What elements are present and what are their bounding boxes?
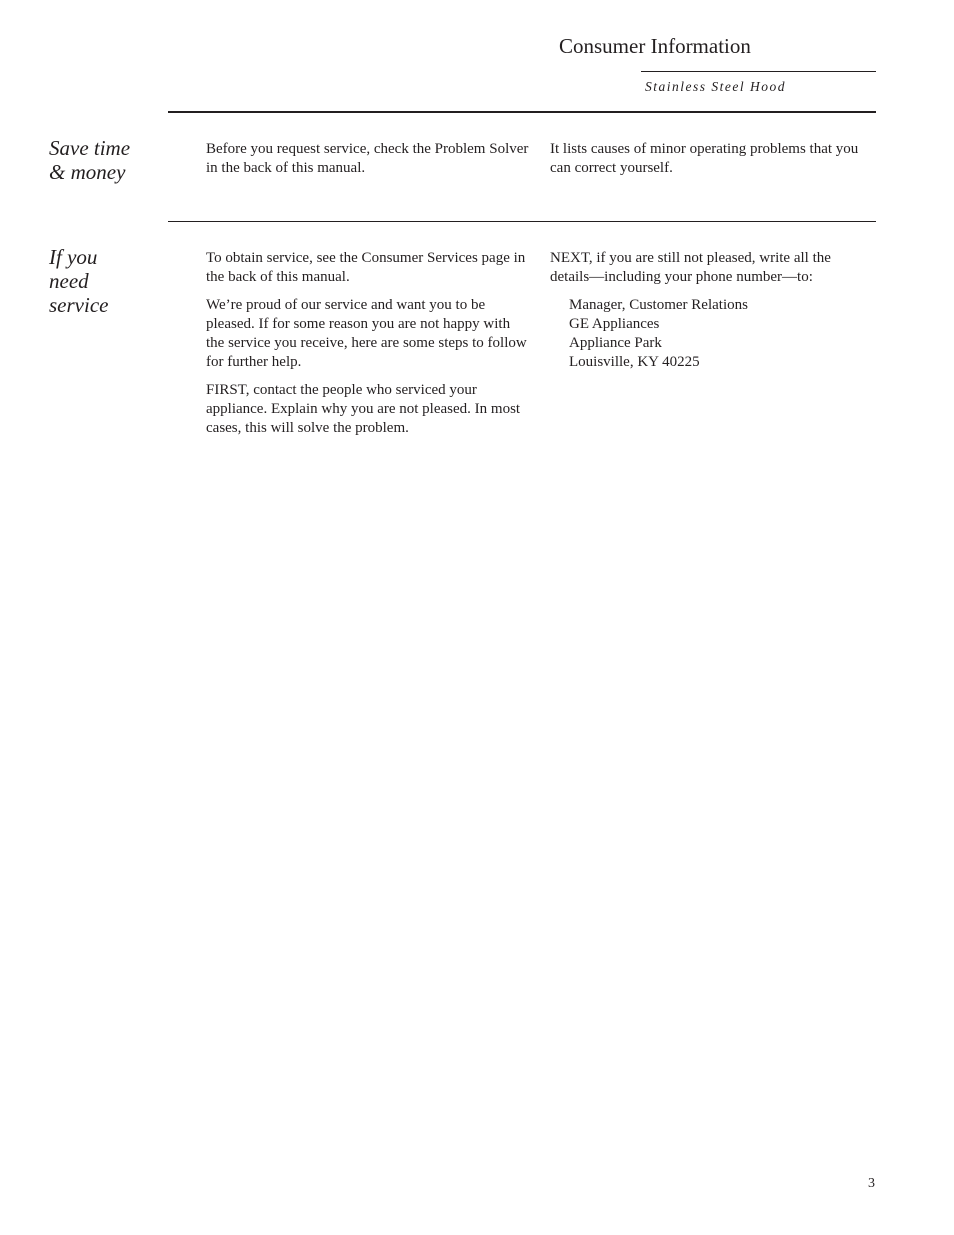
header-divider [641, 71, 876, 72]
heading-line: If you [49, 245, 98, 269]
paragraph: NEXT, if you are still not pleased, write all the details—including your phone number—to: [550, 250, 831, 285]
paragraph: We’re proud of our service and want you to be pleased. If for some reason you are not happy with the service you receive, here are some steps to follow for further help. [206, 297, 527, 370]
save-right-column [550, 140, 870, 187]
address-line: Manager, Customer Relations [569, 297, 748, 313]
paragraph: FIRST, contact the people who serviced your appliance. Explain why you are not pleased. In most cases, this will solve the problem. [206, 382, 521, 436]
heading-line: Save time [49, 136, 131, 160]
heading-line: need [49, 269, 89, 293]
address-line: Louisville, KY 40225 [569, 354, 700, 370]
section-divider-top [168, 111, 876, 113]
page-number: 3 [868, 1176, 875, 1191]
paragraph: Before you request service, check the Problem Solver in the back of this manual. [206, 141, 529, 176]
section-divider-middle [168, 221, 876, 222]
section-heading-save-time [49, 136, 169, 184]
paragraph: To obtain service, see the Consumer Services page in the back of this manual. [206, 250, 526, 285]
address-line: Appliance Park [569, 335, 662, 351]
heading-line: & money [49, 160, 126, 184]
service-left-column [206, 249, 531, 447]
paragraph: It lists causes of minor operating problems that you can correct yourself. [550, 141, 859, 176]
heading-line: service [49, 293, 109, 317]
page-subtitle: Stainless Steel Hood [645, 79, 786, 94]
save-left-column [206, 140, 531, 187]
address-line: GE Appliances [569, 316, 660, 332]
section-heading-need-service [49, 245, 169, 317]
service-right-column [550, 249, 870, 372]
mailing-address [569, 296, 870, 372]
page-title: Consumer Information [559, 34, 751, 58]
